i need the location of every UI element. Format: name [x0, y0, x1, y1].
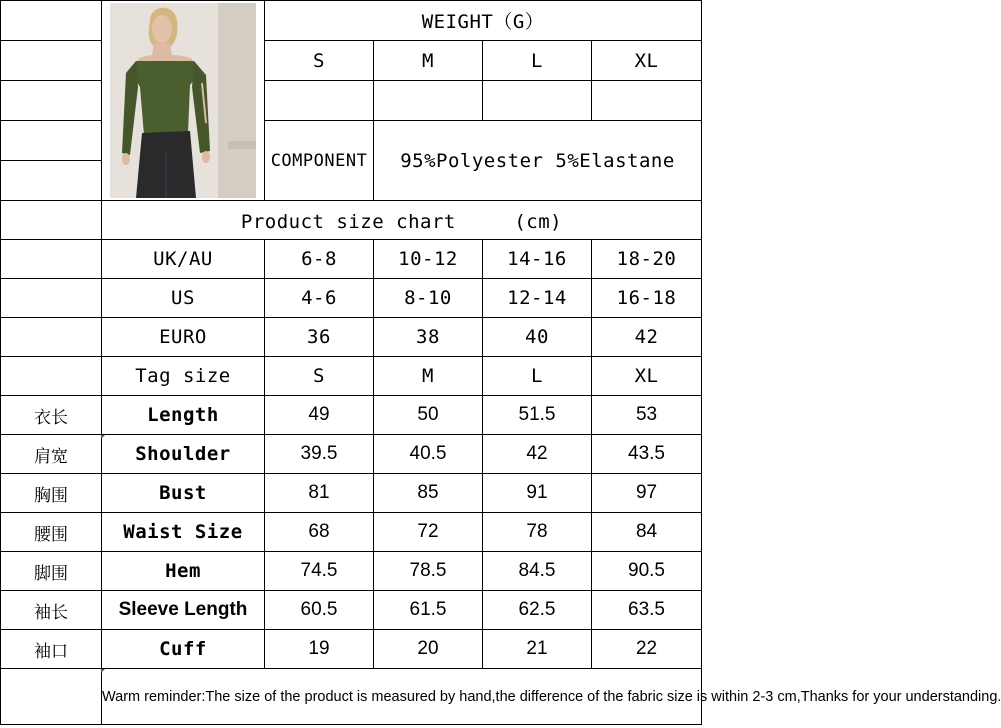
bust-xl: 97 — [592, 474, 702, 513]
sleeve-m: 61.5 — [374, 591, 483, 630]
length-xl: 53 — [592, 396, 702, 435]
blank-cell — [1, 357, 102, 396]
chart-title: Product size chart (cm) — [102, 201, 702, 240]
cn-label-hem: 脚围 — [1, 552, 102, 591]
blank-cell — [1, 279, 102, 318]
cn-label-bust: 胸围 — [1, 474, 102, 513]
waist-l: 78 — [483, 513, 592, 552]
us-xl: 16-18 — [592, 279, 702, 318]
us-m: 8-10 — [374, 279, 483, 318]
weight-value-l — [483, 81, 592, 121]
hem-xl: 90.5 — [592, 552, 702, 591]
blank-cell — [1, 669, 102, 725]
sleeve-s: 60.5 — [265, 591, 374, 630]
euro-xl: 42 — [592, 318, 702, 357]
tag-size-s: S — [265, 357, 374, 396]
row-label-cuff: Cuff — [102, 630, 265, 669]
component-value: 95%Polyester 5%Elastane — [374, 121, 702, 201]
us-s: 4-6 — [265, 279, 374, 318]
euro-l: 40 — [483, 318, 592, 357]
row-label-tag-size: Tag size — [102, 357, 265, 396]
component-label: COMPONENT — [265, 121, 374, 201]
bust-s: 81 — [265, 474, 374, 513]
cn-label-waist: 腰围 — [1, 513, 102, 552]
length-s: 49 — [265, 396, 374, 435]
cn-label-length: 衣长 — [1, 396, 102, 435]
bust-m: 85 — [374, 474, 483, 513]
row-label-length: Length — [102, 396, 265, 435]
weight-size-m: M — [374, 41, 483, 81]
cuff-xl: 22 — [592, 630, 702, 669]
weight-value-m — [374, 81, 483, 121]
cuff-s: 19 — [265, 630, 374, 669]
row-label-sleeve-length: Sleeve Length — [102, 591, 265, 630]
bust-l: 91 — [483, 474, 592, 513]
waist-m: 72 — [374, 513, 483, 552]
weight-value-xl — [592, 81, 702, 121]
hem-s: 74.5 — [265, 552, 374, 591]
hem-m: 78.5 — [374, 552, 483, 591]
blank-cell — [1, 240, 102, 279]
row-label-waist-size: Waist Size — [102, 513, 265, 552]
cuff-l: 21 — [483, 630, 592, 669]
shoulder-xl: 43.5 — [592, 435, 702, 474]
cell-marker — [101, 435, 105, 439]
blank-cell — [1, 201, 102, 240]
us-l: 12-14 — [483, 279, 592, 318]
row-label-shoulder: Shoulder — [102, 435, 265, 474]
ukau-m: 10-12 — [374, 240, 483, 279]
cn-label-cuff: 袖口 — [1, 630, 102, 669]
sleeve-l: 62.5 — [483, 591, 592, 630]
euro-s: 36 — [265, 318, 374, 357]
ukau-s: 6-8 — [265, 240, 374, 279]
sleeve-xl: 63.5 — [592, 591, 702, 630]
length-m: 50 — [374, 396, 483, 435]
blank-cell — [1, 1, 102, 41]
blank-cell — [1, 121, 102, 161]
blank-cell — [1, 161, 102, 201]
row-label-bust: Bust — [102, 474, 265, 513]
tag-size-xl: XL — [592, 357, 702, 396]
warm-reminder: Warm reminder:The size of the product is measured by hand,the difference of the fabric size is within 2-3 cm,Thanks for your understanding. — [102, 669, 702, 725]
blank-cell — [1, 41, 102, 81]
ukau-l: 14-16 — [483, 240, 592, 279]
waist-xl: 84 — [592, 513, 702, 552]
weight-size-l: L — [483, 41, 592, 81]
row-label-ukau: UK/AU — [102, 240, 265, 279]
tag-size-m: M — [374, 357, 483, 396]
euro-m: 38 — [374, 318, 483, 357]
weight-value-s — [265, 81, 374, 121]
product-photo — [110, 3, 256, 198]
waist-s: 68 — [265, 513, 374, 552]
row-label-us: US — [102, 279, 265, 318]
cuff-m: 20 — [374, 630, 483, 669]
shoulder-l: 42 — [483, 435, 592, 474]
row-label-hem: Hem — [102, 552, 265, 591]
shoulder-s: 39.5 — [265, 435, 374, 474]
hem-l: 84.5 — [483, 552, 592, 591]
tag-size-l: L — [483, 357, 592, 396]
weight-header: WEIGHT（G） — [265, 1, 702, 41]
cn-label-shoulder: 肩宽 — [1, 435, 102, 474]
length-l: 51.5 — [483, 396, 592, 435]
blank-cell — [1, 318, 102, 357]
model-illustration — [110, 3, 256, 198]
cell-marker — [101, 669, 105, 673]
cn-label-sleeve: 袖长 — [1, 591, 102, 630]
row-label-euro: EURO — [102, 318, 265, 357]
weight-size-s: S — [265, 41, 374, 81]
weight-size-xl: XL — [592, 41, 702, 81]
ukau-xl: 18-20 — [592, 240, 702, 279]
shoulder-m: 40.5 — [374, 435, 483, 474]
blank-cell — [1, 81, 102, 121]
product-photo-cell — [102, 1, 265, 201]
